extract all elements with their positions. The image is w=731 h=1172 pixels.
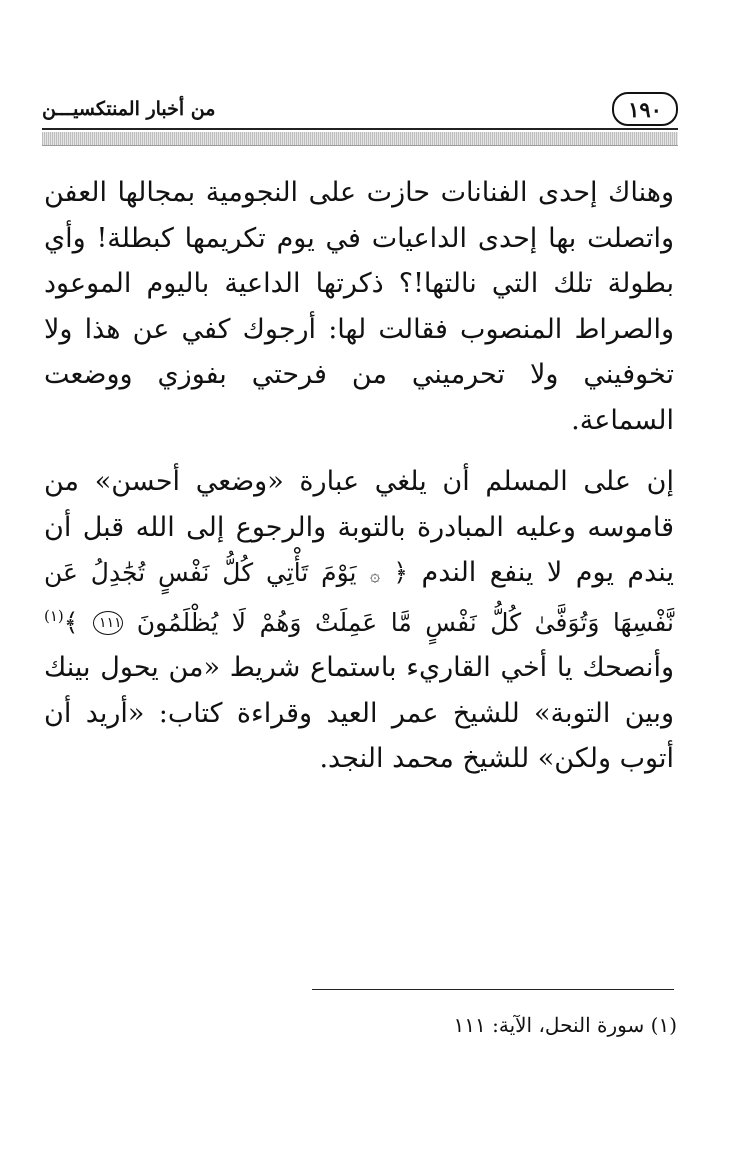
body-text: [44, 170, 674, 782]
paragraph-2-advice: وأنصحك يا أخي القاريء باستماع شريط «من يحول بينك وبين التوبة» للشيخ عمر العيد وقراءة كتاب: «أريد أن أتوب ولكن» للشيخ محمد النجد.: [44, 652, 674, 774]
verse-close-bracket: ﴾: [63, 607, 79, 637]
verse-ornament: ۞: [369, 566, 380, 586]
paragraph-2-intro: إن على المسلم أن يلغي عبارة «وضعي أحسن» من قاموسه وعليه المبادرة بالتوبة والرجوع إلى الله قبل أن يندم يوم لا ينفع الندم: [44, 466, 674, 588]
paragraph-2: [44, 459, 674, 782]
footnote-number: (١): [650, 1013, 677, 1037]
running-title: من أخبار المنتكسيـــن: [42, 98, 216, 120]
footnote-reference: (١): [44, 606, 64, 625]
page-header: [42, 92, 678, 128]
quran-verse: يَوْمَ تَأْتِي كُلُّ نَفْسٍ تُجَٰدِلُ عَن نَّفْسِهَا وَتُوَفَّىٰ كُلُّ نَفْسٍ مَّا عَمِلَتْ وَهُمْ لَا يُظْلَمُونَ: [44, 558, 674, 637]
verse-open-bracket: ﴿: [393, 558, 409, 587]
ayah-number-mark: ١١١: [93, 611, 123, 635]
page-number-badge: ١٩٠: [612, 92, 678, 126]
footnote-text: سورة النحل، الآية: ١١١: [453, 1013, 645, 1037]
header-hatched-band: [42, 132, 678, 146]
footnote-separator: [312, 989, 674, 990]
footnote: [277, 1013, 677, 1037]
paragraph-1: وهناك إحدى الفنانات حازت على النجومية بمجالها العفن واتصلت بها إحدى الداعيات في يوم تكريمها كبطلة! وأي بطولة تلك التي نالتها!؟ ذكرتها الداعية باليوم الموعود والصراط المنصوب فقالت لها: أرجوك كفي عن هذا ولا تخوفيني ولا تحرميني من فرحتي بفوزي ووضعت السماعة.: [44, 177, 674, 436]
header-rule: [42, 128, 678, 130]
